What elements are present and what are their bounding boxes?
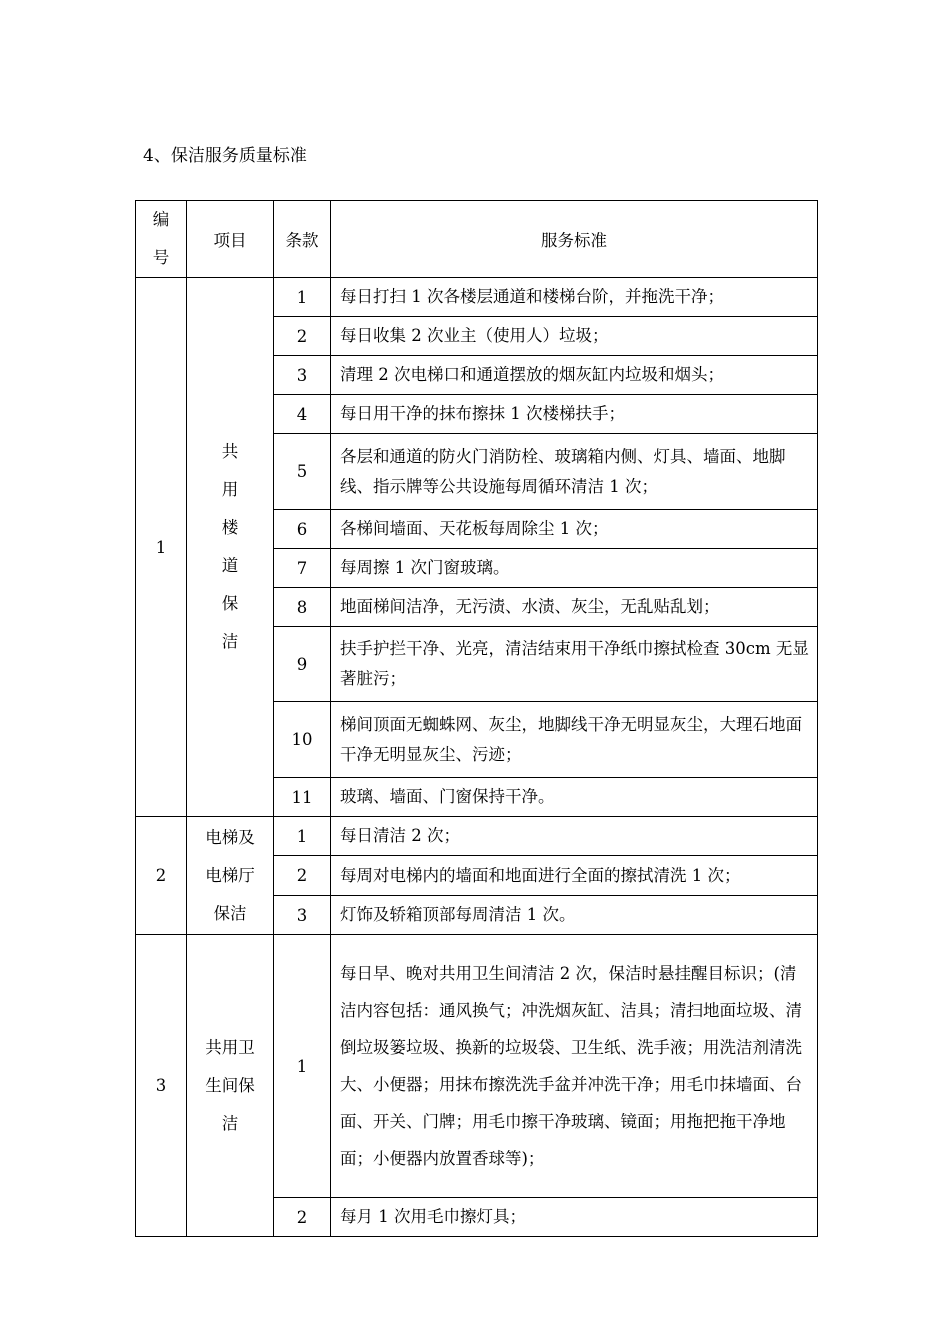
standard-text: 扶手护拦干净、光亮，清洁结束用干净纸巾擦拭检查 30cm 无显著脏污； <box>331 627 818 702</box>
group-item-line: 用 <box>221 480 239 499</box>
table-row <box>136 278 818 317</box>
group-number: 3 <box>136 935 187 1237</box>
group-item-line: 洁 <box>221 1113 239 1133</box>
clause-number: 5 <box>274 434 331 510</box>
clause-number: 1 <box>274 935 331 1198</box>
group-item-line: 电梯厅 <box>205 865 255 885</box>
clause-number: 7 <box>274 549 331 588</box>
standard-text: 每周对电梯内的墙面和地面进行全面的擦拭清洗 1 次； <box>331 856 818 896</box>
standard-text: 各层和通道的防火门消防栓、玻璃箱内侧、灯具、墙面、地脚线、指示牌等公共设施每周循环清洁 1 次； <box>331 434 818 510</box>
standard-text: 每日早、晚对共用卫生间清洁 2 次，保洁时悬挂醒目标识；(清洁内容包括：通风换气；冲洗烟灰缸、洁具；清扫地面垃圾、清倒垃圾篓垃圾、换新的垃圾袋、卫生纸、洗手液；用洗洁剂清洗大、小便器；用抹布擦洗洗手盆并冲洗干净；用毛巾抹墙面、台面、开关、门牌；用毛巾擦干净玻璃、镜面；用拖把拖干净地面；小便器内放置香球等)； <box>331 935 818 1198</box>
group-item-line: 电梯及 <box>205 827 255 847</box>
clause-number: 9 <box>274 627 331 702</box>
header-clause: 条款 <box>274 201 331 278</box>
standard-text: 每周擦 1 次门窗玻璃。 <box>331 549 818 588</box>
header-number-line-1: 编 <box>152 210 170 229</box>
clause-number: 2 <box>274 317 331 356</box>
standard-text: 每日收集 2 次业主（使用人）垃圾； <box>331 317 818 356</box>
table-row <box>136 817 818 856</box>
header-row <box>136 201 818 278</box>
group-item <box>187 935 274 1237</box>
cleaning-standards-table <box>135 200 818 1237</box>
clause-number: 11 <box>274 778 331 817</box>
clause-number: 6 <box>274 510 331 549</box>
group-item-line: 共用卫 <box>205 1037 255 1057</box>
group-item-line: 保 <box>221 594 239 613</box>
clause-number: 2 <box>274 1198 331 1237</box>
group-item <box>187 278 274 817</box>
clause-number: 3 <box>274 356 331 395</box>
group-item-line: 生间保 <box>205 1075 255 1095</box>
standard-text: 玻璃、墙面、门窗保持干净。 <box>331 778 818 817</box>
clause-number: 2 <box>274 856 331 896</box>
clause-number: 1 <box>274 817 331 856</box>
standard-text: 每日清洁 2 次； <box>331 817 818 856</box>
group-item <box>187 817 274 935</box>
header-number <box>136 201 187 278</box>
clause-number: 10 <box>274 702 331 778</box>
standard-text: 每日打扫 1 次各楼层通道和楼梯台阶，并拖洗干净； <box>331 278 818 317</box>
group-number: 2 <box>136 817 187 935</box>
group-item-line: 道 <box>221 556 239 575</box>
standard-text: 梯间顶面无蜘蛛网、灰尘，地脚线干净无明显灰尘，大理石地面干净无明显灰尘、污迹； <box>331 702 818 778</box>
standard-text: 地面梯间洁净，无污渍、水渍、灰尘，无乱贴乱划； <box>331 588 818 627</box>
section-heading: 4、保洁服务质量标准 <box>143 146 307 166</box>
group-item-line: 洁 <box>221 632 239 651</box>
table-row <box>136 935 818 1198</box>
clause-number: 4 <box>274 395 331 434</box>
clause-number: 3 <box>274 896 331 935</box>
standard-text: 每月 1 次用毛巾擦灯具； <box>331 1198 818 1237</box>
group-number: 1 <box>136 278 187 817</box>
group-item-line: 保洁 <box>213 903 247 923</box>
group-item-line: 共 <box>221 442 239 461</box>
standard-text: 灯饰及轿箱顶部每周清洁 1 次。 <box>331 896 818 935</box>
standard-text: 各梯间墙面、天花板每周除尘 1 次； <box>331 510 818 549</box>
header-standard: 服务标准 <box>331 201 818 278</box>
clause-number: 1 <box>274 278 331 317</box>
header-number-line-2: 号 <box>152 248 170 267</box>
header-item: 项目 <box>187 201 274 278</box>
standard-text: 每日用干净的抹布擦抹 1 次楼梯扶手； <box>331 395 818 434</box>
standard-text: 清理 2 次电梯口和通道摆放的烟灰缸内垃圾和烟头； <box>331 356 818 395</box>
group-item-line: 楼 <box>221 518 239 537</box>
clause-number: 8 <box>274 588 331 627</box>
